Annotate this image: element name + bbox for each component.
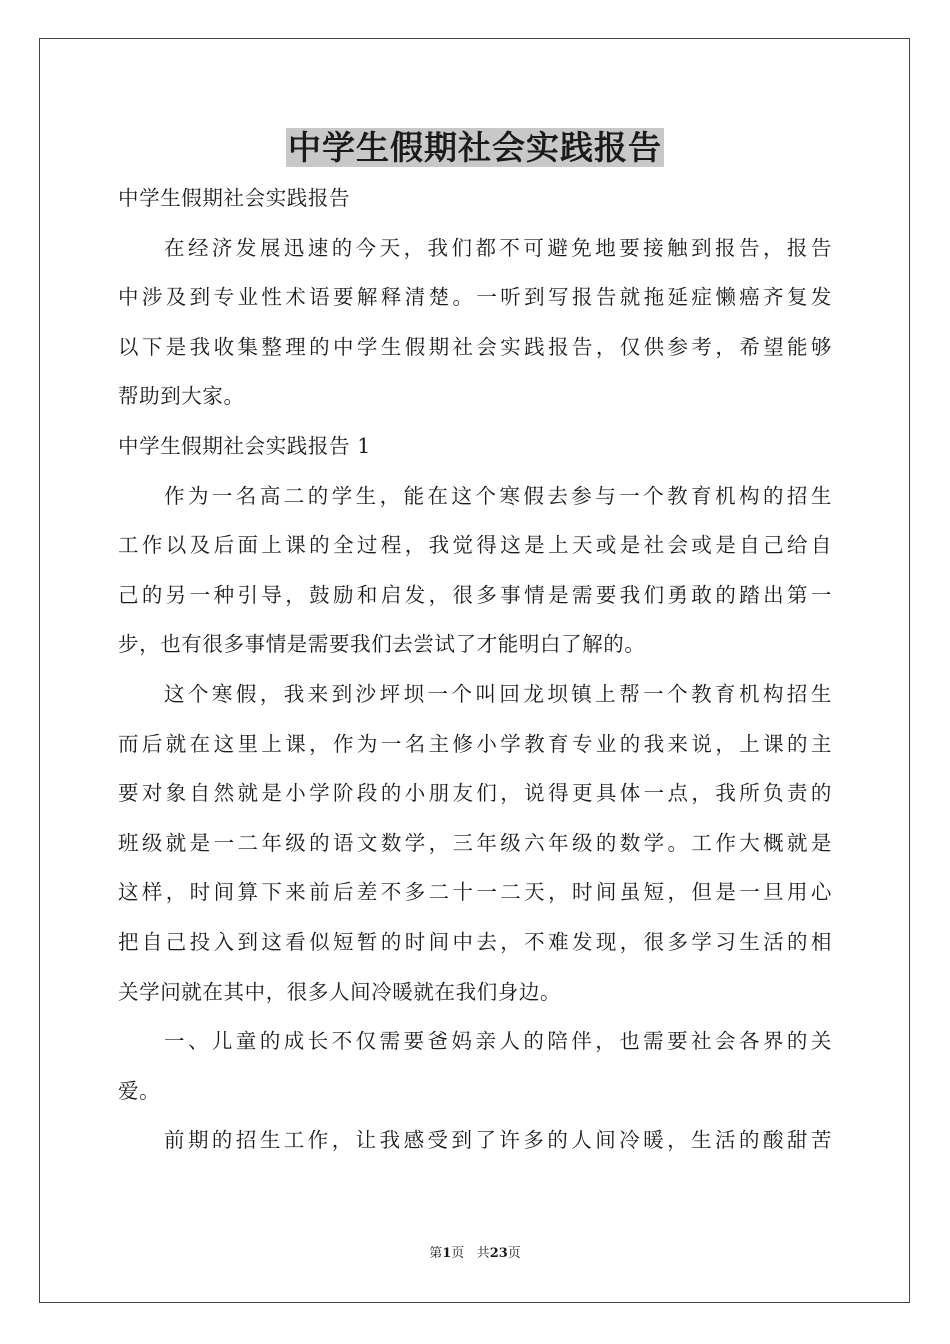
footer-total-prefix: 共 [476, 1246, 490, 1261]
footer-total-suffix: 页 [507, 1246, 521, 1261]
text-line: 作为一名高二的学生，能在这个寒假去参与一个教育机构的招生 [164, 483, 832, 508]
text-line: 而后就在这里上课，作为一名主修小学教育专业的我来说，上课的主 [118, 731, 832, 756]
text-line: 在经济发展迅速的今天，我们都不可避免地要接触到报告，报告 [164, 235, 832, 260]
text-line: 关学问就在其中，很多人间冷暖就在我们身边。 [118, 979, 562, 1004]
text-line: 这样，时间算下来前后差不多二十一二天，时间虽短，但是一旦用心 [118, 880, 832, 905]
document-title-text: 中学生假期社会实践报告 [288, 128, 662, 167]
text-line: 工作以及后面上课的全过程，我觉得这是上天或是社会或是自己给自 [118, 533, 832, 558]
text-line: 一、儿童的成长不仅需要爸妈亲人的陪伴，也需要社会各界的关 [164, 1029, 832, 1054]
footer-page-prefix: 第 [429, 1246, 443, 1261]
document-title [0, 124, 950, 172]
text-line: 中学生假期社会实践报告 1 [118, 433, 371, 458]
text-line: 这个寒假，我来到沙坪坝一个叫回龙坝镇上帮一个教育机构招生 [164, 681, 832, 706]
text-line: 以下是我收集整理的中学生假期社会实践报告，仅供参考，希望能够 [118, 334, 832, 359]
document-body [118, 174, 832, 1166]
text-line: 中涉及到专业性术语要解释清楚。一听到写报告就拖延症懒癌齐复发 [118, 285, 832, 310]
text-line: 帮助到大家。 [118, 384, 245, 409]
footer-page-suffix: 页 [451, 1246, 465, 1261]
text-line: 前期的招生工作，让我感受到了许多的人间冷暖，生活的酸甜苦 [164, 1128, 832, 1153]
footer-page-number: 1 [442, 1246, 452, 1261]
text-line: 己的另一种引导，鼓励和启发，很多事情是需要我们勇敢的踏出第一 [118, 582, 832, 607]
text-line: 步，也有很多事情是需要我们去尝试了才能明白了解的。 [118, 632, 646, 657]
text-line: 要对象自然就是小学阶段的小朋友们，说得更具体一点，我所负责的 [118, 781, 832, 806]
footer-total-pages: 23 [489, 1246, 508, 1261]
page-footer [0, 1244, 950, 1264]
text-line: 中学生假期社会实践报告 [118, 186, 351, 210]
text-line: 班级就是一二年级的语文数学，三年级六年级的数学。工作大概就是 [118, 830, 832, 855]
text-line: 爱。 [118, 1078, 161, 1103]
text-line: 把自己投入到这看似短暂的时间中去，不难发现，很多学习生活的相 [118, 929, 832, 954]
